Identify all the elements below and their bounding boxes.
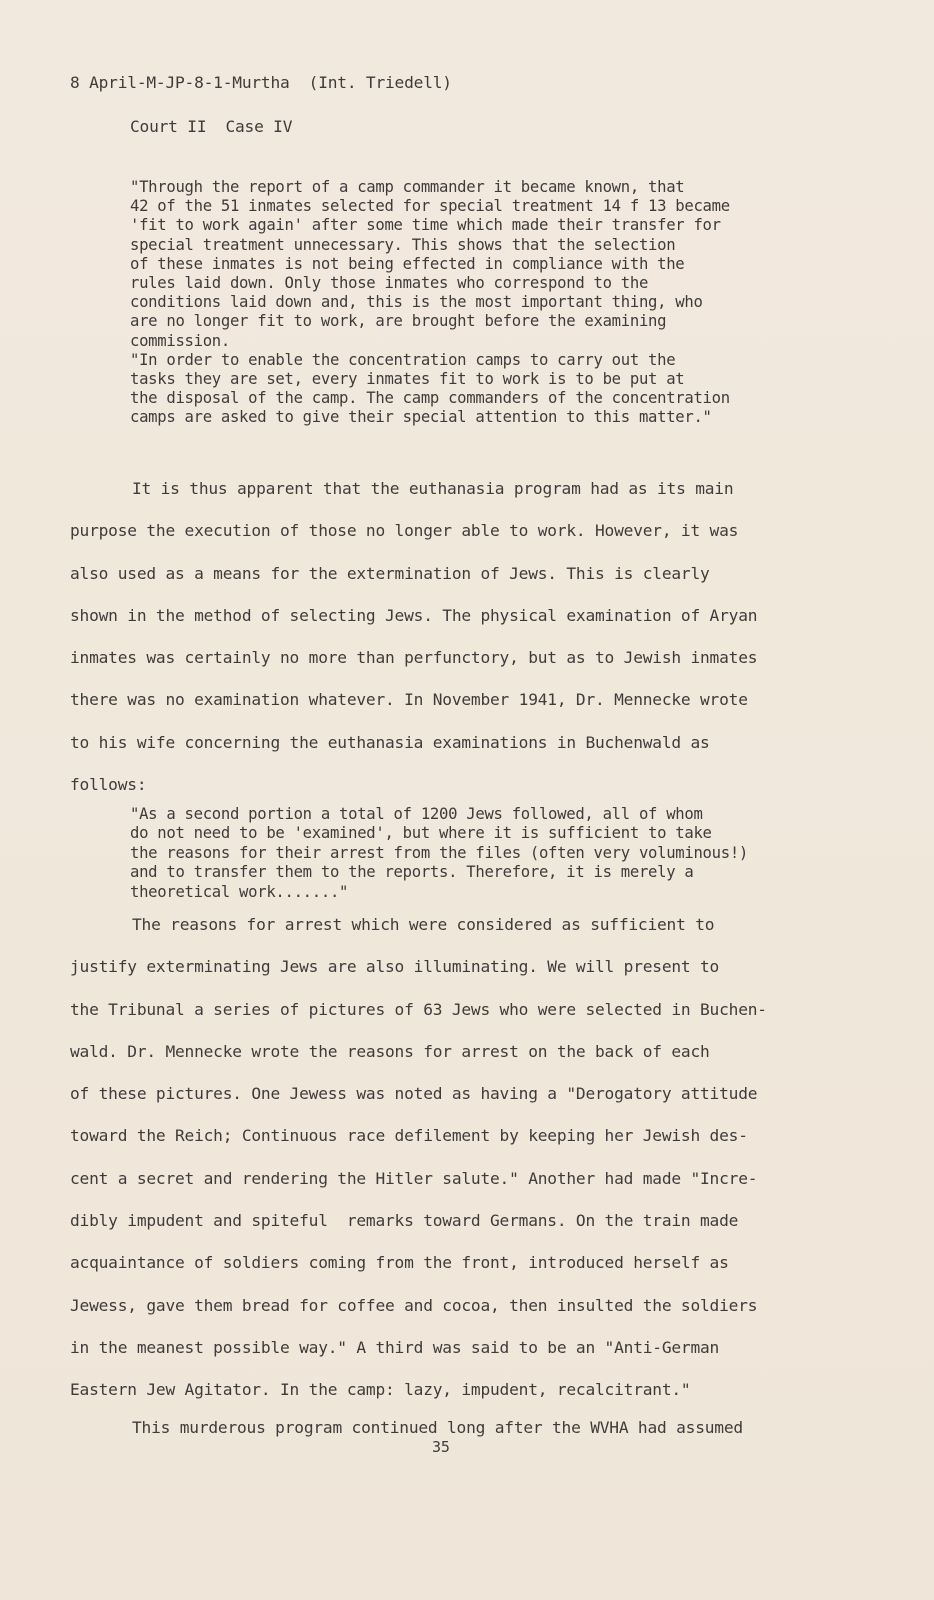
paragraph-line: It is thus apparent that the euthanasia program had as its main — [132, 479, 734, 498]
quote-line: the disposal of the camp. The camp commanders of the concentration — [130, 389, 730, 408]
paragraph-line: Jewess, gave them bread for coffee and cocoa, then insulted the soldiers — [70, 1295, 758, 1315]
quote-line: camps are asked to give their special attention to this matter." — [130, 408, 712, 427]
quote-line: conditions laid down and, this is the most important thing, who — [130, 293, 703, 312]
paragraph-line: acquaintance of soldiers coming from the front, introduced herself as — [70, 1253, 729, 1273]
paragraph-line: of these pictures. One Jewess was noted as having a "Derogatory attitude — [70, 1084, 758, 1104]
quote-line: do not need to be 'examined', but where it is sufficient to take — [130, 824, 712, 843]
paragraph-line: dibly impudent and spiteful remarks toward Germans. On the train made — [70, 1211, 739, 1231]
paragraph-reasons-for-arrest — [70, 904, 890, 1456]
paragraph-line: follows: — [70, 775, 147, 795]
paragraph-line: justify exterminating Jews are also illuminating. We will present to — [70, 957, 720, 977]
quote-line: the reasons for their arrest from the files (often very voluminous!) — [130, 843, 749, 862]
paragraph-line: shown in the method of selecting Jews. The physical examination of Aryan — [70, 605, 758, 625]
closing-line: This murderous program continued long after the WVHA had assumed — [132, 1417, 743, 1437]
page-number: 35 — [432, 1437, 450, 1456]
quote-line: rules laid down. Only those inmates who correspond to the — [130, 274, 649, 293]
paragraph-line: there was no examination whatever. In November 1941, Dr. Mennecke wrote — [70, 690, 748, 710]
quote-line: 'fit to work again' after some time which made their transfer for — [130, 216, 721, 235]
block-quote-camp-report — [130, 178, 830, 428]
quote-line: special treatment unnecessary. This shows that the selection — [130, 235, 676, 254]
quote-line: and to transfer them to the reports. Therefore, it is merely a — [130, 863, 694, 882]
block-quote-mennecke-letter — [130, 805, 850, 902]
paragraph-line: the Tribunal a series of pictures of 63 Jews who were selected in Buchen- — [70, 999, 767, 1019]
quote-line: theoretical work......." — [130, 882, 349, 901]
paragraph-line: wald. Dr. Mennecke wrote the reasons for arrest on the back of each — [70, 1041, 710, 1061]
paragraph-line: toward the Reich; Continuous race defilement by keeping her Jewish des- — [70, 1126, 748, 1146]
paragraph-line: in the meanest possible way." A third was said to be an "Anti-German — [70, 1337, 720, 1357]
paragraph-line: purpose the execution of those no longer able to work. However, it was — [70, 521, 739, 541]
paragraph-line: inmates was certainly no more than perfunctory, but as to Jewish inmates — [70, 648, 758, 668]
paragraph-line: to his wife concerning the euthanasia examinations in Buchenwald as — [70, 732, 710, 752]
paragraph-euthanasia-program — [70, 468, 890, 806]
paragraph-line: cent a secret and rendering the Hitler salute." Another had made "Incre- — [70, 1168, 758, 1188]
paragraph-line: The reasons for arrest which were considered as sufficient to — [132, 915, 715, 934]
quote-line: 42 of the 51 inmates selected for special treatment 14 f 13 became — [130, 197, 730, 216]
document-reference-header: 8 April-M-JP-8-1-Murtha (Int. Triedell) — [70, 73, 452, 92]
quote-line: tasks they are set, every inmates fit to work is to be put at — [130, 370, 685, 389]
court-case-label: Court II Case IV — [130, 117, 293, 136]
paragraph-line: also used as a means for the extermination of Jews. This is clearly — [70, 563, 710, 583]
quote-line: "As a second portion a total of 1200 Jews followed, all of whom — [130, 805, 703, 823]
quote-line: "In order to enable the concentration camps to carry out the — [130, 350, 676, 369]
paragraph-line: Eastern Jew Agitator. In the camp: lazy, impudent, recalcitrant." — [70, 1380, 691, 1400]
quote-line: of these inmates is not being effected in compliance with the — [130, 254, 685, 273]
quote-line: commission. — [130, 331, 230, 350]
quote-line: "Through the report of a camp commander it became known, that — [130, 178, 685, 196]
quote-line: are no longer fit to work, are brought before the examining — [130, 312, 667, 331]
